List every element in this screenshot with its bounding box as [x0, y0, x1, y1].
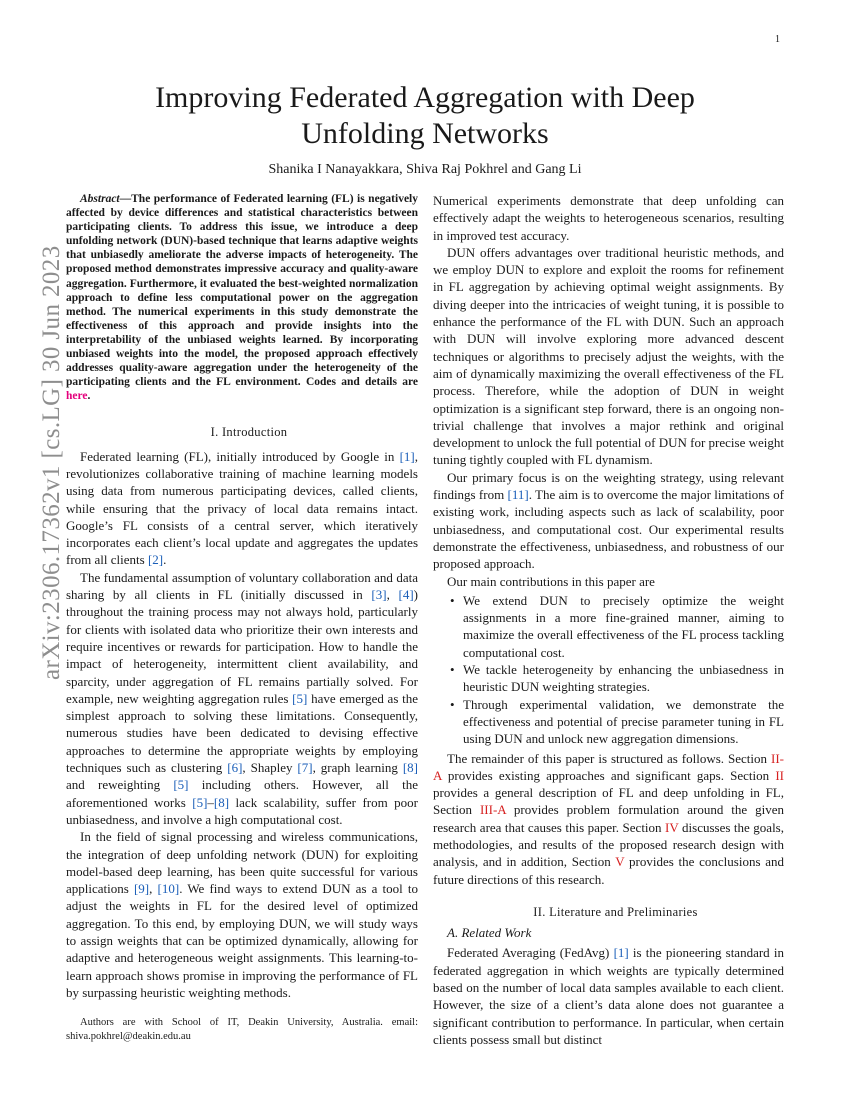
citation-link[interactable]: [6] [227, 760, 243, 776]
citation-link[interactable]: [1] [399, 448, 415, 464]
section-ref-link[interactable]: II-A [433, 750, 784, 783]
list-item: • Through experimental validation, we demonstrate the effectiveness and potential of precise parameter tuning in FL using DUN and unlock new aggregation dimensions. [463, 696, 784, 748]
citation-link[interactable]: [1] [613, 945, 629, 961]
intro-paragraph-2: The fundamental assumption of voluntary collaboration and data sharing by all clients in FL (initially discussed in [3], [4]) throughout the training process may not always hold, particularly for clients with isolated data who prioritize their own interests and require incentives or rewards for participation. How to handle the impact of heterogeneity, intermittent client availability, and sparcity, under aggregation of FL remains partially solved. For example, new weighting aggregation rules [5] have emerged as the simplest approach to solving these limitations. Consequently, numerous studies have been dedicated to devising effective approaches to determine the appropriate weights by employing techniques such as clustering [6], Shapley [7], graph learning [8] and reweighting [5] including others. However, all the aforementioned works [5]–[8] lack scalability, suffer from poor unbiasedness, and involve a high computational cost. [66, 569, 418, 827]
section-heading-introduction: I. Introduction [210, 425, 288, 440]
citation-link[interactable]: [3] [371, 587, 387, 603]
right-column [433, 192, 784, 1048]
citation-link[interactable]: [9] [133, 881, 150, 897]
section-ref-link[interactable]: II [775, 767, 784, 783]
intro-paragraph-focus: Our primary focus is on the weighting strategy, using relevant findings from [11]. The aim is to overcome the major limitations of existing work, including aspects such as lack of scalability, poor unbiasedness, and computational cost. Our experimental results demonstrate the effectiveness, unbiasedness, and robustness of our proposed approach. [433, 469, 784, 572]
citation-link[interactable]: [8] [213, 794, 230, 810]
paper-title: Improving Federated Aggregation with Deep Unfolding Networks [155, 81, 695, 150]
citation-link[interactable]: [10] [157, 881, 180, 897]
intro-paragraph-continued: Numerical experiments demonstrate that deep unfolding can effectively adapt the weights to heterogeneous scenarios, resulting in improved test accuracy. [433, 193, 784, 243]
page-number: 1 [775, 34, 780, 45]
section-ref-link[interactable]: V [615, 854, 625, 870]
intro-paragraph-3: In the field of signal processing and wireless communications, the integration of deep unfolding network (DUN) for exploiting model-based deep learning, has been quite successful for various applications [9], [10]. We find ways to extend DUN as a tool to adjust the weights in FL for the desired level of optimized aggregation. To this end, by employing DUN, we will study ways to assign weights that can be optimized dynamically, allowing for adaptive and heterogeneous weight assignments. This learning-to-learn approach shows promise in improving the performance of FL by surpassing heuristic weighting methods. [66, 829, 418, 1000]
section-ref-link[interactable]: IV [665, 819, 679, 835]
citation-link[interactable]: [5] [292, 690, 308, 706]
citation-link[interactable]: [4] [398, 587, 414, 603]
citation-link[interactable]: [7] [297, 760, 313, 776]
related-work-paragraph: Federated Averaging (FedAvg) [1] is the pioneering standard in federated aggregation in which weights are typically determined based on the number of local data samples available to each client. However, the size of a client’s data alone does not guarantee a significant contribution to performance. In particular, when certain clients possess small but distinct [433, 945, 784, 1047]
contributions-intro: Our main contributions in this paper are [447, 573, 655, 589]
citation-link[interactable]: [11] [507, 487, 529, 503]
citation-link[interactable]: [8] [402, 760, 418, 776]
abstract-text: —The performance of Federated learning (FL) is negatively affected by device differences and statistical characteristics between participating clients. To address this issue, we introduce a deep unfolding network (DUN)-based technique that learns adaptive weights that unbiasedly ameliorate the adverse impacts of heterogeneity. The proposed method demonstrates impressive accuracy and quality-aware aggregation. Furthermore, it evaluated the best-weighted normalization approach to define less computational power on the aggregation method. The numerical experiments in this study demonstrate the effectiveness of this approach and provide insights into the interpretability of the unbiased weights learned. By incorporating unbiased weights into the model, the proposed approach effectively addresses quality-aware aggregation under the heterogeneity of the participating clients and the FL environment. Codes and details are [66, 193, 418, 389]
subsection-heading-related-work: A. Related Work [447, 925, 532, 941]
citation-link[interactable]: [5] [192, 794, 208, 810]
list-item: • We extend DUN to precisely optimize the weight assignments in a more fine-grained manner, aiming to maximize the overall effectiveness of the FL process tackling computational cost. [463, 592, 784, 661]
author-footnote: Authors are with School of IT, Deakin University, Australia. email: shiva.pokhrel@deakin.edu.au [66, 1017, 418, 1042]
intro-paragraph-1: Federated learning (FL), initially introduced by Google in [1], revolutionizes collaborative training of machine learning models using data from numerous participating devices, called clients, while ensuring that the privacy of local data remains intact. Google’s FL consists of a central server, which iteratively incorporates each client’s local update and aggregates the updates from all clients [2]. [66, 448, 418, 568]
list-item: • We tackle heterogeneity by enhancing the unbiasedness in heuristic DUN weighting strategies. [463, 661, 784, 696]
citation-link[interactable]: [5] [173, 777, 189, 793]
abstract: Abstract—The performance of Federated learning (FL) is negatively affected by device differences and statistical characteristics between participating clients. To address this issue, we introduce a deep unfolding network (DUN)-based technique that learns adaptive weights that unbiasedly ameliorate the adverse impacts of heterogeneity. The proposed method demonstrates impressive accuracy and quality-aware aggregation. Furthermore, it evaluated the best-weighted normalization approach to define less computational power on the aggregation method. The numerical experiments in this study demonstrate the effectiveness of this approach and provide insights into the interpretability of the unbiased weights learned. By incorporating unbiased weights into the model, the proposed approach effectively addresses quality-aware aggregation under the heterogeneity of the participating clients and the FL environment. Codes and details are here. [66, 193, 418, 403]
abstract-label: Abstract [80, 193, 120, 205]
intro-paragraph-dun: DUN offers advantages over traditional heuristic methods, and we employ DUN to explore and exploit the rooms for refinement in FL aggregation by achieving optimal weight assignments. By diving deeper into the intricacies of weight tuning, it is possible to enhance the performance of the FL with DUN. Such an approach with DUN will involve exploring more advanced descent techniques or algorithms to precisely adjust the weights, with the aim of dynamically maximizing the overall effectiveness of the FL process. Therefore, while the adoption of DUN in weight optimization is a significant step forward, there is an ongoing non-trivial challenge that involves a major rethink and original development to unlock the full potential of DUN for precise weight tuning tightly coupled with FL dynamism. [433, 244, 784, 468]
contributions-list [433, 592, 784, 748]
author-list: Shanika I Nanayakkara, Shiva Raj Pokhrel and Gang Li [268, 162, 582, 177]
section-heading-literature: II. Literature and Preliminaries [533, 904, 698, 919]
arxiv-stamp[interactable]: arXiv:2306.17362v1 [cs.LG] 30 Jun 2023 [38, 245, 65, 680]
code-link[interactable]: here [66, 390, 88, 403]
citation-link[interactable]: [2] [147, 552, 164, 568]
left-column [66, 192, 418, 1001]
paper-structure-paragraph: The remainder of this paper is structured as follows. Section II-A provides existing approaches and significant gaps. Section II provides a general description of FL and deep unfolding in FL, Section III-A provides problem formulation around the given research area that causes this paper. Section IV discusses the goals, methodologies, and results of the proposed research design with analysis, and in addition, Section V provides the conclusions and future directions of this research. [433, 750, 784, 887]
section-ref-link[interactable]: III-A [479, 802, 506, 818]
